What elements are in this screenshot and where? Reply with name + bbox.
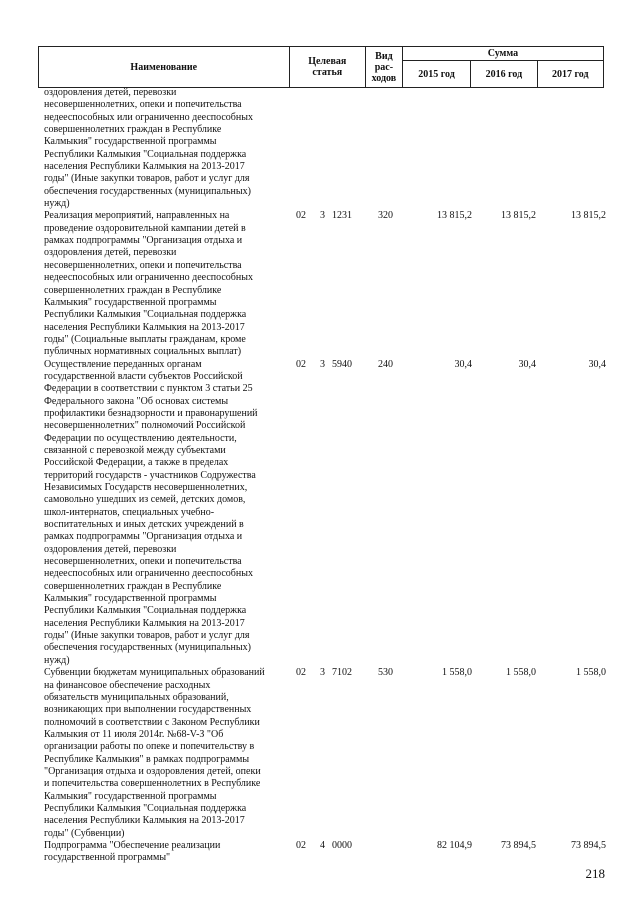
sum-2015-cell: 30,4 (454, 358, 472, 370)
target-article-code: 0000 (332, 839, 352, 851)
row-name-line: проведение оздоровительной кампании детей в (44, 222, 246, 234)
row-name-line: Российской Федерации, а также в пределах (44, 457, 229, 469)
row-name-line: школ-интернатов, специальных учебно- (44, 506, 215, 518)
row-name-line: совершеннолетних граждан в Республике (44, 124, 222, 136)
row-name-line: Реализация мероприятий, направленных на (44, 210, 230, 222)
target-article-code: 1231 (332, 210, 352, 222)
row-name-line: связанной с перевозкой между субъектами (44, 444, 226, 456)
row-name-line: Федерации в соответствии с пунктом 3 статьи 25 (44, 383, 253, 395)
row-name-line: обеспечения государственных (муниципальных) (44, 642, 251, 654)
row-name-line: годы" (Субвенции) (44, 827, 125, 839)
row-name-line: нужд) (44, 654, 70, 666)
row-name-line: недееспособных или ограниченно дееспособных (44, 568, 253, 580)
sum-2016-cell: 1 558,0 (506, 667, 536, 679)
row-name-line: Независимых Государств несовершеннолетних, (44, 482, 248, 493)
row-name-line: возникающих при выполнении государственных (44, 704, 252, 716)
row-name-line: недееспособных или ограниченно дееспособных (44, 111, 253, 123)
row-name-line: несовершеннолетних" полномочий Российской (44, 420, 246, 432)
sum-2016-cell: 30,4 (518, 358, 536, 370)
row-name-line: Республики Калмыкия "Социальная поддержка (44, 802, 247, 814)
row-name-line: Республики Калмыкия "Социальная поддержка (44, 148, 247, 160)
page-number: 218 (585, 866, 605, 881)
row-name-line: несовершеннолетних, опеки и попечительства (44, 259, 242, 271)
row-name-line: на финансовое обеспечение расходных (44, 679, 211, 691)
sum-2016-cell: 73 894,5 (501, 839, 536, 851)
table-body (44, 87, 608, 865)
table-row (44, 210, 608, 358)
row-name-line: Калмыкия" государственной программы (44, 296, 217, 308)
row-name-line: совершеннолетних граждан в Республике (44, 284, 222, 296)
row-name-line: рамках подпрограммы "Организация отдыха и (44, 531, 243, 543)
row-name-line: населения Республики Калмыкия на 2013-2017 (44, 321, 245, 333)
row-name-line: населения Республики Калмыкия на 2013-2017 (44, 161, 245, 173)
row-name-line: годы" (Иные закупки товаров, работ и услуг для (44, 630, 250, 642)
header-name: Наименование (39, 47, 290, 88)
row-name-line: Республики Калмыкия "Социальная поддержка (44, 309, 247, 321)
target-article-subprogram: 4 (320, 839, 325, 851)
target-article-program: 02 (296, 839, 306, 851)
row-name-line: несовершеннолетних, опеки и попечительства (44, 99, 242, 111)
row-name-line: публичных нормативных социальных выплат) (44, 346, 242, 358)
sum-2017-cell: 30,4 (588, 358, 606, 370)
header-year-2016: 2016 год (471, 61, 537, 88)
row-name-line: Осуществление переданных органам (44, 358, 202, 370)
table-row (44, 87, 608, 210)
row-name-line: несовершеннолетних, опеки и попечительства (44, 556, 242, 568)
row-name (44, 359, 288, 668)
target-article-code: 7102 (332, 667, 352, 679)
row-name-line: территорий государств - участников Содружества (44, 469, 256, 481)
sum-2015-cell: 82 104,9 (437, 839, 472, 851)
row-name-line: воспитательных и иных детских учреждений в (44, 519, 244, 531)
row-name-line: организации работы по опеке и попечительству в (44, 741, 255, 753)
row-name-line: обеспечения государственных (муниципальных) (44, 185, 251, 197)
target-article-subprogram: 3 (320, 667, 325, 679)
row-name-line: совершеннолетних граждан в Республике (44, 580, 222, 592)
target-article-program: 02 (296, 210, 306, 222)
row-name-line: годы" (Социальные выплаты гражданам, кроме (44, 333, 246, 345)
row-name (44, 210, 288, 358)
row-name-line: Федерации по осуществлению деятельности, (44, 432, 237, 444)
row-name-line: профилактики безнадзорности и правонарушений (44, 407, 258, 419)
row-name-line: Республики Калмыкия "Социальная поддержка (44, 605, 247, 617)
expense-kind-cell: 240 (378, 358, 393, 370)
table-row (44, 359, 608, 668)
target-article-code: 5940 (332, 358, 352, 370)
sum-2017-cell: 13 815,2 (571, 210, 606, 222)
sum-2015-cell: 1 558,0 (442, 667, 472, 679)
row-name-line: населения Республики Калмыкия на 2013-2017 (44, 617, 245, 629)
row-name-line: Калмыкия" государственной программы (44, 593, 217, 605)
row-name (44, 840, 288, 865)
row-name-line: самовольно ушедших из семей, детских домов, (44, 494, 246, 506)
sum-2016-cell: 13 815,2 (501, 210, 536, 222)
row-name-line: нужд) (44, 198, 70, 210)
row-name-line: Субвенции бюджетам муниципальных образований (44, 667, 265, 679)
table-header (38, 46, 604, 88)
target-article-subprogram: 3 (320, 358, 325, 370)
expense-kind-cell: 320 (378, 210, 393, 222)
row-name-line: Федерального закона "Об основах системы (44, 395, 229, 407)
target-article-subprogram: 3 (320, 210, 325, 222)
row-name (44, 667, 288, 840)
table-row (44, 840, 608, 865)
row-name-line: оздоровления детей, перевозки (44, 543, 177, 555)
row-name-line: оздоровления детей, перевозки (44, 247, 177, 259)
row-name-line: оздоровления детей, перевозки (44, 87, 177, 98)
header-sum: Сумма (402, 47, 603, 61)
row-name-line: государственной программы" (44, 852, 171, 864)
row-name-line: годы" (Иные закупки товаров, работ и услуг для (44, 173, 250, 185)
sum-2015-cell: 13 815,2 (437, 210, 472, 222)
row-name-line: и попечительства совершеннолетних в Республике (44, 778, 261, 790)
row-name-line: Калмыкия" государственной программы (44, 136, 217, 148)
header-year-2015: 2015 год (402, 61, 470, 88)
sum-2017-cell: 73 894,5 (571, 839, 606, 851)
row-name-line: рамках подпрограммы "Организация отдыха и (44, 235, 243, 247)
row-name-line: недееспособных или ограниченно дееспособных (44, 272, 253, 284)
row-name-line: "Организация отдыха и оздоровления детей, опеки (44, 765, 261, 777)
row-name-line: Подпрограмма "Обеспечение реализации (44, 839, 221, 851)
target-article-program: 02 (296, 667, 306, 679)
target-article-program: 02 (296, 358, 306, 370)
row-name-line: Республике Калмыкия" в рамках подпрограммы (44, 753, 250, 765)
row-name-line: населения Республики Калмыкия на 2013-2017 (44, 815, 245, 827)
row-name-line: Калмыкия от 11 июля 2014г. №68-V-З "Об (44, 728, 224, 740)
table-row (44, 667, 608, 840)
row-name (44, 87, 288, 210)
row-name-line: государственной власти субъектов Российской (44, 370, 243, 382)
sum-2017-cell: 1 558,0 (576, 667, 606, 679)
header-expense-kind: Вид рас- ходов (366, 47, 403, 88)
header-year-2017: 2017 год (537, 61, 603, 88)
row-name-line: обязательств муниципальных образований, (44, 691, 229, 703)
expense-kind-cell: 530 (378, 667, 393, 679)
row-name-line: Калмыкия" государственной программы (44, 790, 217, 802)
row-name-line: полномочий в соответствии с Законом Республики (44, 716, 260, 728)
header-target-article: Целевая статья (289, 47, 365, 88)
